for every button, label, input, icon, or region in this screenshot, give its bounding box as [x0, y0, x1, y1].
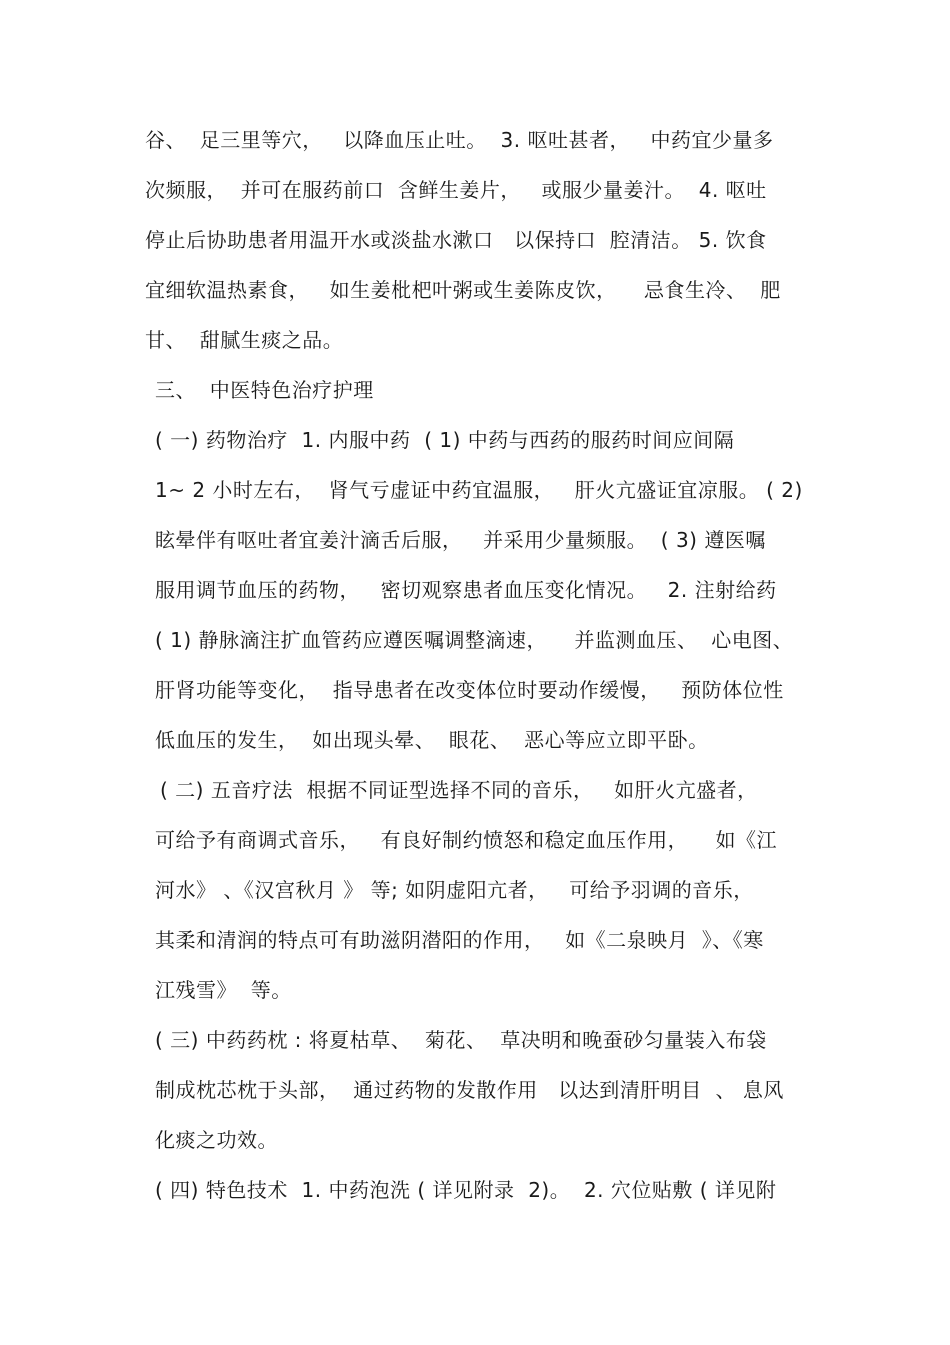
text-line: ( 三) 中药药枕 : 将夏枯草、 菊花、 草决明和晚蚕砂匀量装入布袋 [155, 1028, 767, 1052]
text-line: ( 1) 静脉滴注扩血管药应遵医嘱调整滴速， 并监测血压、 心电图、 [155, 628, 794, 652]
text-line: 次频服， 并可在服药前口 含鲜生姜片， 或服少量姜汁。 4. 呕吐 [145, 178, 767, 202]
text-line: 宜细软温热素食， 如生姜枇杷叶粥或生姜陈皮饮， 忌食生冷、 肥 [145, 278, 781, 302]
section-heading: 三、 中医特色治疗护理 [155, 378, 374, 402]
text-line: 其柔和清润的特点可有助滋阴潜阳的作用， 如《二泉映月 》、《寒 [155, 928, 764, 952]
text-line: 眩晕伴有呕吐者宜姜汁滴舌后服， 并采用少量频服。 ( 3) 遵医嘱 [155, 528, 766, 552]
text-line: 肝肾功能等变化， 指导患者在改变体位时要动作缓慢， 预防体位性 [155, 678, 784, 702]
text-line: 服用调节血压的药物， 密切观察患者血压变化情况。 2. 注射给药 [155, 578, 777, 602]
text-line: 河水》 、《汉宫秋月 》 等; 如阴虚阳亢者， 可给予羽调的音乐， [155, 878, 754, 902]
text-line: ( 一) 药物治疗 1. 内服中药 ( 1) 中药与西药的服药时间应间隔 [155, 428, 735, 452]
text-line: 停止后协助患者用温开水或淡盐水漱口 以保持口 腔清洁。 5. 饮食 [145, 228, 767, 252]
text-line: ( 二) 五音疗法 根据不同证型选择不同的音乐， 如肝火亢盛者， [160, 778, 758, 802]
text-line: 1~ 2 小时左右， 肾气亏虚证中药宜温服， 肝火亢盛证宜凉服。 ( 2) [155, 478, 803, 502]
text-line: ( 四) 特色技术 1. 中药泡洗 ( 详见附录 2)。 2. 穴位贴敷 ( 详见附 [155, 1178, 777, 1202]
text-line: 江残雪》 等。 [155, 978, 292, 1002]
text-line: 制成枕芯枕于头部， 通过药物的发散作用 以达到清肝明目 、 息风 [155, 1078, 784, 1102]
text-line: 低血压的发生， 如出现头晕、 眼花、 恶心等应立即平卧。 [155, 728, 709, 752]
text-line: 化痰之功效。 [155, 1128, 278, 1152]
text-line: 可给予有商调式音乐， 有良好制约愤怒和稳定血压作用， 如《江 [155, 828, 778, 852]
text-line: 谷、 足三里等穴， 以降血压止吐。 3. 呕吐甚者， 中药宜少量多 [145, 128, 774, 152]
text-line: 甘、 甜腻生痰之品。 [145, 328, 344, 352]
